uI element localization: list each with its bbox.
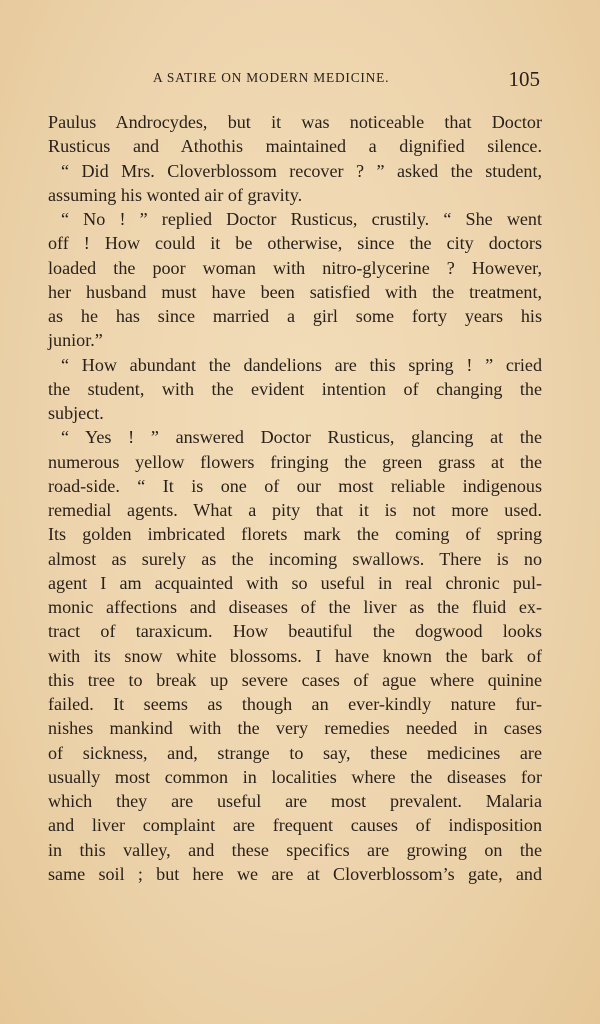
text-line: as he has since married a girl some forty years his bbox=[48, 306, 542, 326]
text-line: “ Yes ! ” answered Doctor Rusticus, glancing at the bbox=[61, 427, 542, 448]
text-line: Paulus Androcydes, but it was noticeable that Doctor bbox=[48, 112, 542, 132]
text-line: junior.” bbox=[48, 330, 103, 351]
text-line: “ No ! ” replied Doctor Rusticus, crustily. “ She went bbox=[61, 209, 542, 229]
text-line: of sickness, and, strange to say, these medicines are bbox=[48, 742, 542, 763]
text-line: “ Did Mrs. Cloverblossom recover ? ” asked the student, bbox=[61, 160, 542, 181]
text-line: the student, with the evident intention of changing the bbox=[48, 378, 542, 399]
text-line: this tree to break up severe cases of ague where quinine bbox=[48, 669, 542, 690]
page-number: 105 bbox=[508, 67, 540, 91]
text-line: remedial agents. What a pity that it is not more used. bbox=[48, 500, 542, 520]
text-line: same soil ; but here we are at Cloverblossom’s gate, and bbox=[48, 863, 542, 884]
text-line: almost as surely as the incoming swallows. There is no bbox=[48, 548, 542, 569]
text-line: which they are useful are most prevalent. Malaria bbox=[48, 791, 542, 811]
body-text bbox=[48, 110, 542, 886]
text-line: off ! How could it be otherwise, since the city doctors bbox=[48, 233, 542, 254]
text-line: failed. It seems as though an ever-kindly nature fur- bbox=[48, 694, 542, 714]
text-line: numerous yellow flowers fringing the green grass at the bbox=[48, 451, 542, 472]
text-line: loaded the poor woman with nitro-glycerine ? However, bbox=[48, 257, 542, 278]
text-line: usually most common in localities where the diseases for bbox=[48, 766, 542, 787]
text-line: Rusticus and Athothis maintained a dignified silence. bbox=[48, 136, 542, 157]
text-line: and liver complaint are frequent causes of indisposition bbox=[48, 815, 542, 836]
text-line: road-side. “ It is one of our most reliable indigenous bbox=[48, 475, 542, 496]
text-line: with its snow white blossoms. I have known the bark of bbox=[48, 645, 542, 666]
text-line: agent I am acquainted with so useful in real chronic pul- bbox=[48, 572, 542, 593]
text-line: Its golden imbricated florets mark the coming of spring bbox=[48, 524, 542, 545]
text-line: in this valley, and these specifics are growing on the bbox=[48, 839, 542, 860]
text-line: her husband must have been satisfied with the treatment, bbox=[48, 281, 542, 302]
text-line: “ How abundant the dandelions are this spring ! ” cried bbox=[61, 354, 542, 375]
text-line: nishes mankind with the very remedies needed in cases bbox=[48, 718, 542, 739]
text-line: tract of taraxicum. How beautiful the dogwood looks bbox=[48, 621, 542, 642]
running-title: A SATIRE ON MODERN MEDICINE. bbox=[153, 70, 390, 85]
text-line: subject. bbox=[48, 403, 104, 423]
running-head bbox=[48, 68, 542, 92]
text-line: assuming his wonted air of gravity. bbox=[48, 184, 303, 205]
text-line: monic affections and diseases of the liver as the fluid ex- bbox=[48, 597, 542, 617]
